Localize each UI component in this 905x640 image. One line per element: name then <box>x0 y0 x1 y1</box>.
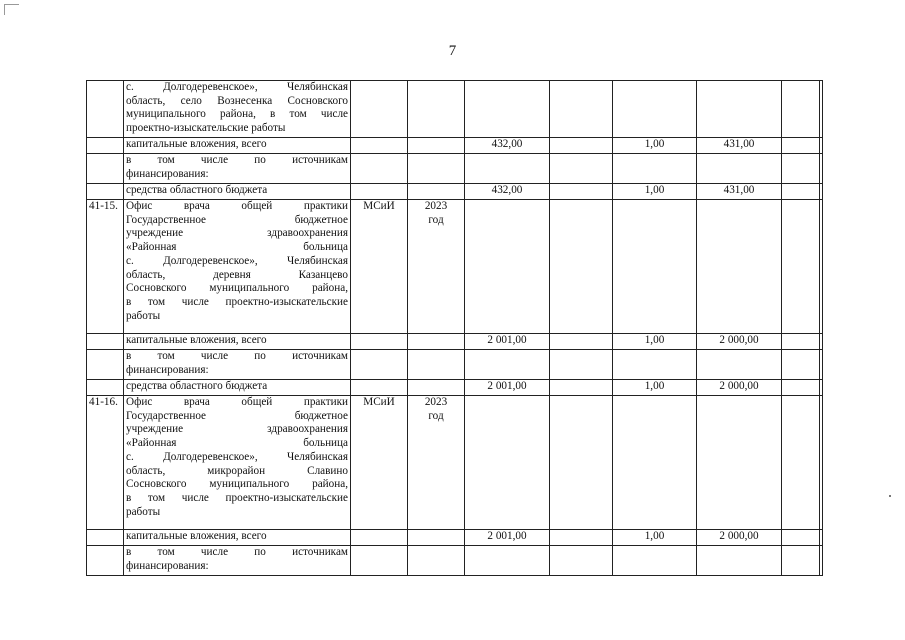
customer-cell <box>351 334 408 350</box>
object-description: капитальные вложения, всего <box>124 530 351 546</box>
object-description: капитальные вложения, всего <box>124 138 351 154</box>
customer-cell <box>351 530 408 546</box>
total-cell <box>465 81 550 138</box>
object-index: 41-15. <box>87 200 124 334</box>
table-row-capital <box>87 530 823 546</box>
table-row-object-tail <box>87 81 823 138</box>
description-line: финансирования: <box>126 167 209 180</box>
scan-speck <box>889 495 891 497</box>
object-description: капитальные вложения, всего <box>124 334 351 350</box>
year-value: 2023 <box>424 200 448 212</box>
empty-cell <box>782 81 820 138</box>
empty-cell <box>550 334 613 350</box>
table-row-sources <box>87 154 823 184</box>
description-line: проектно-изыскательские работы <box>126 122 286 135</box>
total-cell: 432,00 <box>465 138 550 154</box>
year-cell <box>408 396 465 530</box>
year-value: 2023 <box>424 396 448 408</box>
budget-table <box>86 80 823 576</box>
object-index <box>87 138 124 154</box>
value-cell-2 <box>697 81 782 138</box>
description-line: финансирования: <box>126 363 209 376</box>
description-line: с. Долгодеревенское», Челябинская <box>126 450 348 463</box>
year-cell <box>408 200 465 334</box>
empty-cell <box>782 334 820 350</box>
customer-cell <box>351 380 408 396</box>
empty-cell <box>782 530 820 546</box>
description-line: работы <box>126 505 161 518</box>
value-cell-2 <box>697 200 782 334</box>
value-cell-2: 2 000,00 <box>697 380 782 396</box>
object-description <box>124 546 351 576</box>
value-cell-2 <box>697 350 782 380</box>
year-cell <box>408 530 465 546</box>
customer-cell: МСиИ <box>351 396 408 530</box>
value-cell-2 <box>697 396 782 530</box>
edge-cell <box>820 81 823 138</box>
object-index <box>87 334 124 350</box>
description-line: в том числе по источникам <box>126 546 348 558</box>
value-cell-1 <box>613 81 697 138</box>
value-cell-1 <box>613 546 697 576</box>
value-cell-2 <box>697 546 782 576</box>
year-cell <box>408 184 465 200</box>
empty-cell <box>782 200 820 334</box>
object-description: средства областного бюджета <box>124 380 351 396</box>
empty-cell <box>550 200 613 334</box>
table-row-capital <box>87 334 823 350</box>
customer-cell <box>351 184 408 200</box>
value-cell-2: 431,00 <box>697 138 782 154</box>
object-index <box>87 546 124 576</box>
description-line: Сосновского муниципального района, <box>126 282 348 295</box>
empty-cell <box>782 138 820 154</box>
year-unit: год <box>428 409 444 422</box>
total-cell <box>465 350 550 380</box>
edge-cell <box>820 396 823 530</box>
description-line: в том числе проектно-изыскательские <box>126 491 348 504</box>
object-index <box>87 154 124 184</box>
table-row-object <box>87 396 823 530</box>
value-cell-1: 1,00 <box>613 138 697 154</box>
object-index <box>87 350 124 380</box>
edge-cell <box>820 546 823 576</box>
total-cell: 2 001,00 <box>465 380 550 396</box>
year-unit: год <box>428 213 444 226</box>
description-line: «Районная больница <box>126 437 348 450</box>
table-row-sources <box>87 546 823 576</box>
table-row-object <box>87 200 823 334</box>
value-cell-2: 2 000,00 <box>697 334 782 350</box>
customer-cell: МСиИ <box>351 200 408 334</box>
description-line: Государственное бюджетное <box>126 213 348 226</box>
total-cell <box>465 546 550 576</box>
year-cell <box>408 154 465 184</box>
edge-cell <box>820 380 823 396</box>
edge-cell <box>820 334 823 350</box>
empty-cell <box>782 396 820 530</box>
scan-corner-mark <box>4 4 19 15</box>
empty-cell <box>550 138 613 154</box>
customer-cell <box>351 154 408 184</box>
description-line: с. Долгодеревенское», Челябинская <box>126 254 348 267</box>
value-cell-1 <box>613 200 697 334</box>
empty-cell <box>782 350 820 380</box>
description-line: учреждение здравоохранения <box>126 423 348 436</box>
empty-cell <box>550 380 613 396</box>
description-line: Офис врача общей практики <box>126 200 348 212</box>
year-cell <box>408 334 465 350</box>
description-line: «Районная больница <box>126 241 348 254</box>
total-cell <box>465 200 550 334</box>
empty-cell <box>550 396 613 530</box>
value-cell-1: 1,00 <box>613 380 697 396</box>
description-line: область, микрорайон Славино <box>126 464 348 477</box>
description-line: Офис врача общей практики <box>126 396 348 408</box>
object-index <box>87 81 124 138</box>
description-line: в том числе проектно-изыскательские <box>126 295 348 308</box>
edge-cell <box>820 350 823 380</box>
object-description <box>124 81 351 138</box>
description-line: с. Долгодеревенское», Челябинская <box>126 81 348 93</box>
empty-cell <box>550 154 613 184</box>
value-cell-1: 1,00 <box>613 530 697 546</box>
total-cell: 2 001,00 <box>465 530 550 546</box>
empty-cell <box>550 81 613 138</box>
description-line: муниципального района, в том числе <box>126 108 348 121</box>
value-cell-1 <box>613 396 697 530</box>
description-line: в том числе по источникам <box>126 154 348 166</box>
description-line: учреждение здравоохранения <box>126 227 348 240</box>
total-cell <box>465 396 550 530</box>
object-description <box>124 200 351 334</box>
empty-cell <box>550 546 613 576</box>
empty-cell <box>550 530 613 546</box>
page-number: 7 <box>448 43 457 59</box>
customer-cell <box>351 350 408 380</box>
customer-cell <box>351 81 408 138</box>
value-cell-1 <box>613 350 697 380</box>
total-cell: 432,00 <box>465 184 550 200</box>
object-index: 41-16. <box>87 396 124 530</box>
description-line: финансирования: <box>126 559 209 572</box>
total-cell <box>465 154 550 184</box>
description-line: область, деревня Казанцево <box>126 268 348 281</box>
description-line: Государственное бюджетное <box>126 409 348 422</box>
edge-cell <box>820 184 823 200</box>
table-row-regional <box>87 380 823 396</box>
year-cell <box>408 350 465 380</box>
description-line: в том числе по источникам <box>126 350 348 362</box>
object-index <box>87 530 124 546</box>
object-description <box>124 154 351 184</box>
table-row-regional <box>87 184 823 200</box>
object-index <box>87 184 124 200</box>
customer-cell <box>351 138 408 154</box>
description-line: работы <box>126 309 161 322</box>
value-cell-2 <box>697 154 782 184</box>
description-line: Сосновского муниципального района, <box>126 478 348 491</box>
customer-cell <box>351 546 408 576</box>
empty-cell <box>782 380 820 396</box>
empty-cell <box>782 154 820 184</box>
edge-cell <box>820 154 823 184</box>
object-description: средства областного бюджета <box>124 184 351 200</box>
year-cell <box>408 546 465 576</box>
table-row-sources <box>87 350 823 380</box>
object-description <box>124 350 351 380</box>
empty-cell <box>550 350 613 380</box>
edge-cell <box>820 200 823 334</box>
empty-cell <box>782 546 820 576</box>
value-cell-1 <box>613 154 697 184</box>
year-cell <box>408 138 465 154</box>
value-cell-2: 2 000,00 <box>697 530 782 546</box>
year-cell <box>408 81 465 138</box>
value-cell-1: 1,00 <box>613 184 697 200</box>
edge-cell <box>820 138 823 154</box>
object-description <box>124 396 351 530</box>
total-cell: 2 001,00 <box>465 334 550 350</box>
empty-cell <box>550 184 613 200</box>
description-line: область, село Вознесенка Сосновского <box>126 94 348 107</box>
table-row-capital <box>87 138 823 154</box>
value-cell-2: 431,00 <box>697 184 782 200</box>
empty-cell <box>782 184 820 200</box>
year-cell <box>408 380 465 396</box>
value-cell-1: 1,00 <box>613 334 697 350</box>
edge-cell <box>820 530 823 546</box>
object-index <box>87 380 124 396</box>
